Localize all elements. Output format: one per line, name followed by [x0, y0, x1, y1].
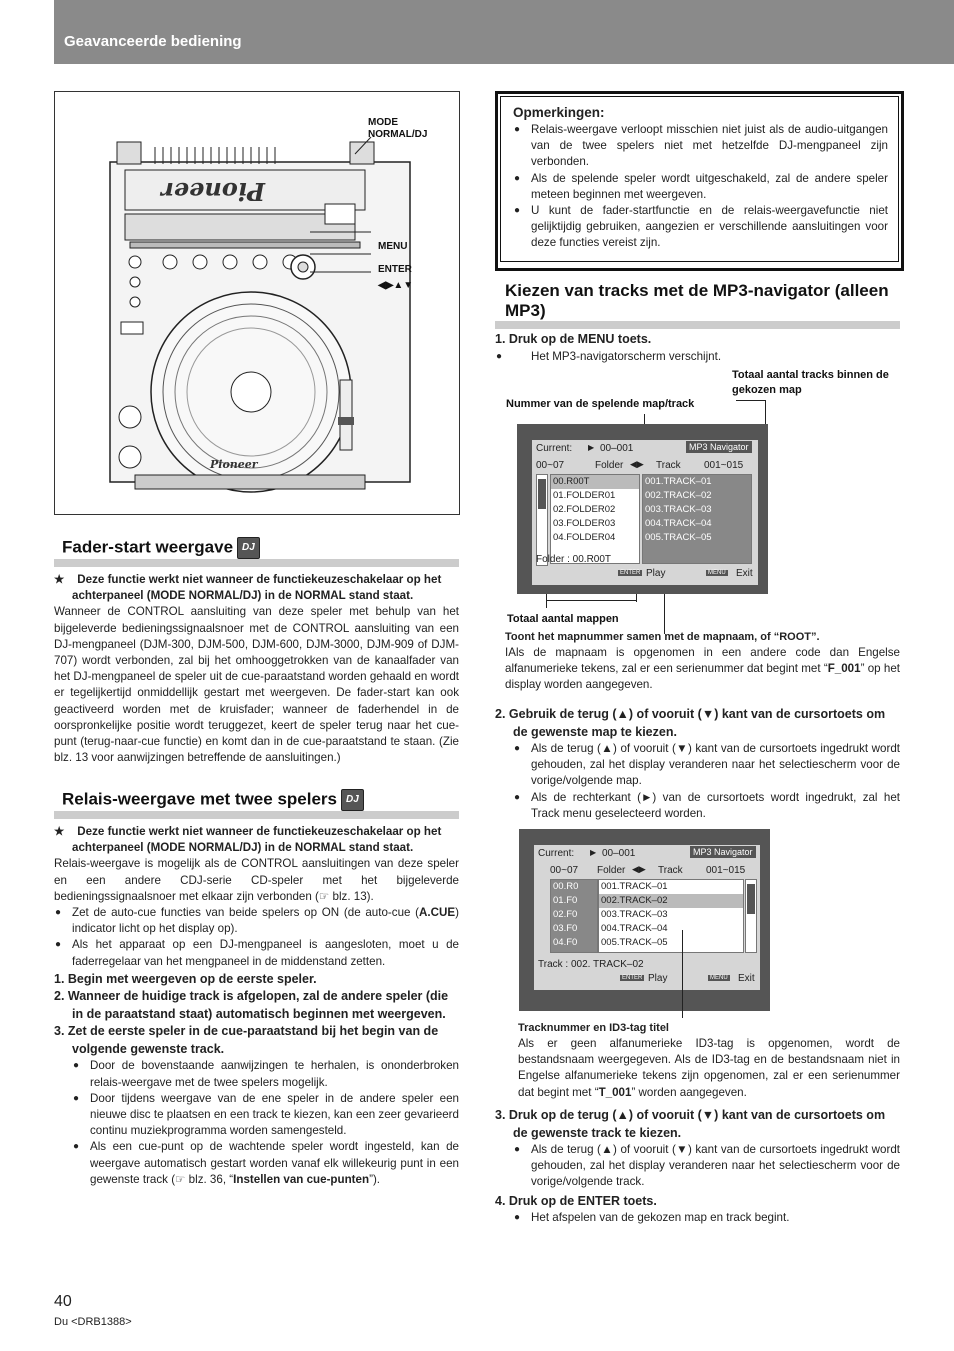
relay-step3-bullet: ● Door de bovenstaande aanwijzingen te herhalen, is ononderbroken relais-weergave met de twee spelers mogelijk.: [72, 1058, 459, 1090]
track-scrollbar[interactable]: [745, 879, 757, 953]
fader-body: Wanneer de CONTROL aansluiting van deze speler met behulp van het bijgeleverde bedieningssignaalsnoer met de CONTROL aansluiting van een DJ-mengpaneel (DJM-300, DJM-500, DJM-600, DJM-3000, DJM-909 of DJM-707) wordt verbonden, zal bij het omhooggetrokken van de kanaalfader van het DJ-mengpaneel de speler uit de cue-paraatstand worden gehaald en wordt er tegelijkertijd onmiddellijk gestart met weergeven. De fader-start kan ook geactiveerd worden met de kruisfader; wanneer de faderhendel in de oorspronkelijke positie wordt teruggezet, keert de speler terug naar het cue-punt (terug-naar-cue functie) en komt dan in de cue-paraatstand te staan. (Zie blz. 13 voor aanwijzingen betreffende de aansluitingen.): [54, 605, 459, 765]
status-line: Folder : 00.R00T: [536, 554, 612, 565]
section-title: Geavanceerde bediening: [64, 33, 242, 50]
tracks-count: 001~015: [706, 865, 746, 876]
mp3-step1-block: [495, 331, 900, 365]
list-item[interactable]: 005.TRACK–05: [645, 532, 712, 543]
relay-step3-bullet: ● Als een cue-punt op de wachtende speler wordt ingesteld, kan de weergave automatisch gestart worden vanaf elk willekeurig punt in een gewenste track (☞ blz. 36, “Instellen van cue-punten”).: [72, 1139, 459, 1188]
fader-section: [54, 537, 459, 766]
current-label: Current:: [536, 443, 573, 454]
status-line: Track : 002. TRACK–02: [538, 959, 644, 970]
relay-bullet: ● Als het apparaat op een DJ-mengpaneel is aangesloten, moet u de faderregelaar van het mengpaneel in de middenstand zetten.: [54, 937, 459, 969]
track-label: Track: [658, 865, 683, 876]
callout-total-tracks: Totaal aantal tracks binnen de gekozen map: [732, 369, 889, 396]
label-menu: MENU: [378, 241, 408, 252]
track-list[interactable]: [598, 879, 744, 953]
relay-step3-bullet: ● Door tijdens weergave van de ene speler in de andere speler een nieuwe disc te plaatsen en een track te kiezen, kan een zeer gevarieerd continu muziekprogramma worden samengesteld.: [72, 1091, 459, 1140]
folder-label: Folder: [595, 460, 624, 471]
list-item[interactable]: 002.TRACK–02: [599, 894, 743, 908]
relay-section: [54, 789, 459, 1188]
mp3-step-1: 1. Druk op de MENU toets.: [495, 332, 652, 346]
folder-track-switch-icon: ◀▶: [630, 459, 644, 469]
fader-heading: Fader-start weergave DJ: [54, 537, 459, 567]
id3-callout: Tracknummer en ID3-tag titel Als er geen alfanumerieke ID3-tag is opgenomen, wordt de bestandsnaam weergegeven. Als de ID3-tag en de bestandsnaam niet in Engelse alfanumerieke tekens zijn opgenomen, zal er een serienummer dat begint met “T_001” worden aangegeven.: [518, 1020, 900, 1101]
folder-list[interactable]: [550, 879, 598, 953]
mp3-navigator-screen-2: [519, 829, 770, 1011]
player-illustration: [55, 92, 459, 514]
mp3-navigator-screen-1: [517, 424, 768, 594]
mp3-step-4: 4. Druk op de ENTER toets.: [495, 1193, 657, 1208]
relay-heading: Relais-weergave met twee spelers DJ: [54, 789, 459, 819]
relay-star-note: ★ Deze functie werkt niet wanneer de functiekeuzeschakelaar op het achterpaneel (MODE NORMAL/DJ) in de NORMAL stand staat.: [54, 825, 442, 855]
list-item[interactable]: 01.F0: [553, 895, 578, 906]
list-item[interactable]: 04.FOLDER04: [553, 532, 616, 543]
doc-code: Du <DRB1388>: [54, 1316, 132, 1328]
relay-bullet: ● Zet de auto-cue functies van beide spelers op ON (de auto-cue (A.CUE) indicator licht op het display op).: [54, 905, 459, 937]
enter-key-icon: ENTER: [622, 975, 643, 981]
folder-list[interactable]: [550, 474, 640, 564]
player-figure: [54, 91, 460, 515]
relay-step-1: 1. Begin met weergeven op de eerste speler.: [54, 971, 317, 986]
list-item[interactable]: 003.TRACK–03: [601, 909, 668, 920]
list-item[interactable]: 001.TRACK–01: [645, 476, 712, 487]
label-mode: MODE NORMAL/DJ: [368, 117, 428, 140]
dj-badge: DJ: [341, 789, 364, 811]
mp3-step2-bullet: ● Als de rechterkant (►) van de cursortoets wordt ingedrukt, zal het Track menu geselecteerd worden.: [513, 790, 900, 822]
current-label: Current:: [538, 848, 575, 859]
id3-body: Als er geen alfanumerieke ID3-tag is opgenomen, wordt de bestandsnaam weergegeven. Als de ID3-tag en de bestandsnaam niet in Engelse alfanumerieke tekens zijn opgenomen, zal er een serienummer dat begint met “T_001” worden aangegeven.: [518, 1037, 900, 1099]
folders-count: 00~07: [550, 865, 579, 876]
play-label: Play: [646, 568, 666, 579]
exit-label: Exit: [738, 973, 755, 984]
track-label: Track: [656, 460, 681, 471]
menu-key-icon: MENU: [710, 975, 728, 981]
notes-box: [495, 91, 904, 271]
note-item: ● Relais-weergave verloopt misschien niet juist als de audio-uitgangen van de twee spelers niet met hetzelfde DJ-mengpaneel zijn verbonden.: [513, 122, 888, 171]
mp3-step34-block: [495, 1107, 900, 1226]
dj-badge: DJ: [237, 537, 260, 559]
folder-scrollbar[interactable]: [536, 474, 548, 566]
folders-count: 00~07: [536, 460, 565, 471]
page-header: [54, 0, 954, 64]
mp3-step-2: 2. Gebruik de terug (▲) of vooruit (▼) kant van de cursortoets om de gewenste map te kiezen.: [495, 707, 886, 739]
svg-text:Pioneer: Pioneer: [161, 177, 265, 206]
play-label: Play: [648, 973, 668, 984]
list-item[interactable]: 003.TRACK–03: [645, 504, 712, 515]
relay-step-3: 3. Zet de eerste speler in de cue-paraatstand bij het begin van de volgende gewenste track.: [54, 1024, 439, 1056]
note-item: ● U kunt de fader-startfunctie en de relais-weergavefunctie niet gelijktijdig gebruiken, aangezien er verschillende aansluitingen voor deze functies vereist zijn.: [513, 203, 888, 252]
label-enter: ENTER: [378, 264, 412, 275]
current-value: 00–001: [602, 848, 636, 859]
menu-key-icon: MENU: [708, 570, 726, 576]
list-item[interactable]: 04.F0: [553, 937, 578, 948]
play-indicator-icon: ▶: [590, 848, 597, 857]
mp3-step1-bullet: ● Het MP3-navigatorscherm verschijnt.: [495, 349, 900, 365]
list-item[interactable]: 02.F0: [553, 909, 578, 920]
note-item: ● Als de spelende speler wordt uitgeschakeld, zal de andere speler meteen beginnen met weergeven.: [513, 171, 888, 203]
mp3-step2-bullet: ● Als de terug (▲) of vooruit (▼) kant van de cursortoets ingedrukt wordt gehouden, zal het display veranderen naar het selectiescherm voor de vorige/volgende map.: [513, 741, 900, 790]
relay-step-2: 2. Wanneer de huidige track is afgelopen, zal de andere speler (die in de paraatstand staat) automatisch beginnen met weergeven.: [54, 989, 449, 1021]
svg-text:Pioneer: Pioneer: [210, 458, 258, 471]
tracks-count: 001~015: [704, 460, 744, 471]
mp3-step3-bullet: ● Als de terug (▲) of vooruit (▼) kant van de cursortoets ingedrukt wordt gehouden, zal het display veranderen naar het selectiescherm voor de vorige/volgende track.: [513, 1142, 900, 1191]
current-value: 00–001: [600, 443, 634, 454]
folder-name-body: IAls de mapnaam is opgenomen in een andere code dan Engelse alfanumerieke tekens, zal er een serienummer dat begint met “F_001” op het display worden aangegeven.: [505, 646, 900, 692]
list-item[interactable]: 005.TRACK–05: [601, 937, 668, 948]
folder-name-callout: Toont het mapnummer samen met de mapnaam, of “ROOT”. IAls de mapnaam is opgenomen in een andere code dan Engelse alfanumerieke tekens, zal er een serienummer dat begint met “F_001” op het display worden aangegeven.: [505, 629, 900, 694]
list-item[interactable]: 001.TRACK–01: [601, 881, 668, 892]
folder-track-switch-icon: ◀▶: [632, 864, 646, 874]
app-title: MP3 Navigator: [686, 441, 752, 453]
list-item[interactable]: 004.TRACK–04: [601, 923, 668, 934]
list-item[interactable]: 02.FOLDER02: [553, 504, 616, 515]
list-item[interactable]: 03.F0: [553, 923, 578, 934]
relay-body: Relais-weergave is mogelijk als de CONTROL aansluitingen van deze speler en een andere CDJ-serie CD-speler met het bijgeleverde bedieningssignaalsnoer met elkaar zijn verbonden (☞ blz. 13).: [54, 857, 459, 903]
mp3-step4-bullet: ● Het afspelen van de gekozen map en track begint.: [513, 1210, 900, 1226]
callout-number: Nummer van de spelende map/track: [506, 398, 695, 410]
list-item[interactable]: 00.R00T: [551, 475, 639, 489]
mp3-heading: Kiezen van tracks met de MP3-navigator (alleen MP3): [495, 281, 900, 329]
play-indicator-icon: ▶: [588, 443, 595, 452]
label-arrows: ◀▶▲▼: [378, 280, 414, 291]
list-item[interactable]: 002.TRACK–02: [645, 490, 712, 501]
enter-key-icon: ENTER: [620, 570, 641, 576]
mp3-step-3: 3. Druk op de terug (▲) of vooruit (▼) kant van de cursortoets om de gewenste track te kiezen.: [495, 1108, 886, 1140]
list-item[interactable]: 004.TRACK–04: [645, 518, 712, 529]
list-item[interactable]: 00.R0: [553, 881, 579, 892]
mp3-step2-block: [495, 706, 900, 822]
app-title: MP3 Navigator: [690, 846, 756, 858]
list-item[interactable]: 03.FOLDER03: [553, 518, 616, 529]
track-list[interactable]: [642, 474, 752, 564]
fader-star-note: ★ Deze functie werkt niet wanneer de functiekeuzeschakelaar op het achterpaneel (MODE NORMAL/DJ) in de NORMAL stand staat.: [54, 573, 442, 603]
notes-title: Opmerkingen:: [513, 105, 605, 120]
folder-label: Folder: [597, 865, 626, 876]
exit-label: Exit: [736, 568, 753, 579]
callout-total-folders: Totaal aantal mappen: [507, 613, 619, 625]
page-number: 40: [54, 1293, 72, 1310]
list-item[interactable]: 01.FOLDER01: [553, 490, 616, 501]
